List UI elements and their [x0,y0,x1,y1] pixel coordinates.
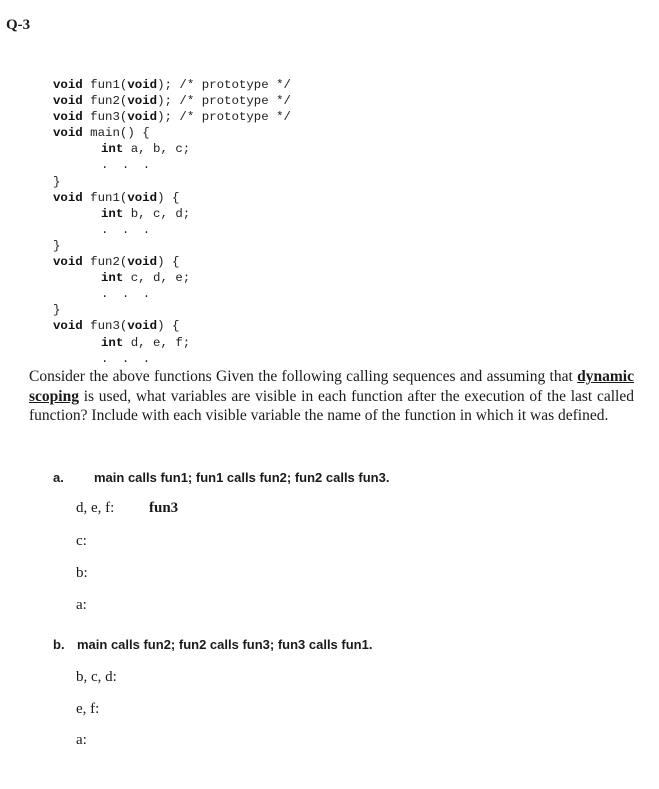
code-text: } [53,174,61,189]
code-keyword: void [53,319,83,334]
code-keyword: void [127,190,158,205]
code-text: ); /* prototype */ [157,94,291,109]
code-text: . . . [101,158,154,173]
code-keyword: int [101,206,124,221]
part-b-letter: b. [53,637,65,652]
code-line [53,238,291,254]
code-text: . . . [101,222,154,237]
code-text: fun2( [82,94,128,109]
paragraph-keyword: dynamic scoping [29,368,634,405]
paragraph-text-before: Consider the above functions Given the following calling sequences and assuming that [29,368,578,385]
code-text: d, e, f; [123,335,191,350]
code-text: fun3( [82,319,128,334]
code-line [53,206,291,222]
code-line [53,157,291,173]
code-line [53,109,291,125]
code-line [53,190,291,206]
code-keyword: void [127,255,158,270]
part-a-answer-row [76,597,87,614]
part-a-sequence: main calls fun1; fun1 calls fun2; fun2 calls fun3. [94,470,390,485]
answer-label: e, f: [76,701,100,717]
code-text: ) { [157,255,180,270]
part-a-answer-row [76,500,179,517]
answer-label: a: [76,732,87,748]
code-keyword: void [53,110,83,125]
code-line [53,125,291,141]
part-a-answer-row [76,533,87,550]
code-text: . . . [101,287,154,302]
code-text: ) { [157,190,180,205]
code-keyword: void [127,110,158,125]
paragraph-text-after: is used, what variables are visible in each function after the execution of the last called function? Include with each visible variable the name of the function in which it was defined. [29,387,634,424]
code-text: main() { [82,126,150,141]
code-text: c, d, e; [123,271,191,286]
part-b-sequence: main calls fun2; fun2 calls fun3; fun3 calls fun1. [77,637,373,652]
part-b-answer-row [76,669,117,686]
question-paragraph [29,367,634,426]
code-line [53,302,291,318]
part-b-answer-row [76,701,99,718]
code-text: a, b, c; [123,142,191,157]
code-keyword: void [53,126,83,141]
part-a-letter: a. [53,470,64,485]
answer-value: fun3 [149,500,179,516]
code-keyword: int [101,335,124,350]
code-keyword: void [127,78,158,92]
answer-label: b: [76,565,88,581]
code-keyword: void [53,78,83,92]
code-text: } [53,303,61,318]
code-keyword: void [127,319,158,334]
code-line [53,93,291,109]
code-keyword: void [53,94,83,109]
code-text: . . . [101,351,154,366]
code-line [53,222,291,238]
code-text: ); /* prototype */ [157,78,291,92]
code-line [53,270,291,286]
code-text: fun2( [82,255,128,270]
part-b-answer-row [76,732,87,749]
code-text: ) { [157,319,180,334]
code-block [53,77,291,367]
code-line [53,254,291,270]
code-keyword: int [101,142,124,157]
code-line [53,77,291,93]
code-text: fun1( [82,78,128,92]
code-text: fun1( [82,190,128,205]
code-text: } [53,238,61,253]
code-line [53,335,291,351]
code-line [53,318,291,334]
code-keyword: int [101,271,124,286]
code-line [53,141,291,157]
answer-label: a: [76,597,87,613]
code-text: fun3( [82,110,128,125]
code-keyword: void [53,255,83,270]
part-a-answer-row [76,565,88,582]
answer-label: d, e, f: [76,500,115,516]
code-line [53,351,291,367]
code-keyword: void [127,94,158,109]
code-text: ); /* prototype */ [157,110,291,125]
answer-label: c: [76,533,87,549]
answer-label: b, c, d: [76,669,117,685]
code-keyword: void [53,190,83,205]
code-line [53,286,291,302]
code-text: b, c, d; [123,206,191,221]
code-line [53,174,291,190]
question-number: Q-3 [6,17,31,33]
